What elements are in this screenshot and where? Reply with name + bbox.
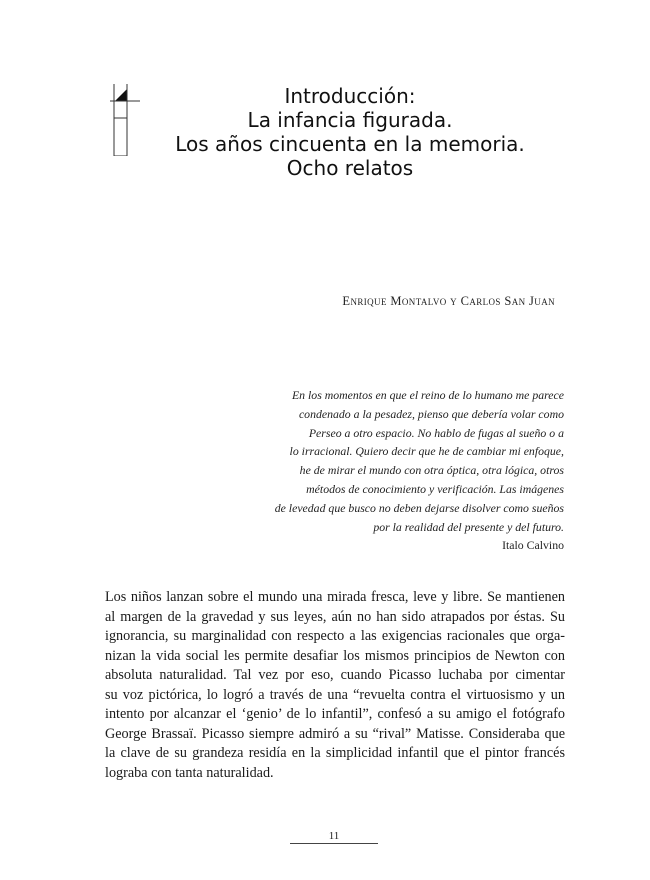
epigraph-attribution: Italo Calvino — [502, 538, 564, 553]
title-line: Los años cincuenta en la memoria. — [175, 132, 525, 156]
paragraph-line: George Brassaï. Picasso siempre admiró a su “rival” Matisse. Consideraba que — [105, 725, 565, 742]
title-line: Ocho relatos — [286, 156, 414, 180]
epigraph-line: condenado a la pesadez, pienso que debería volar como — [298, 406, 564, 421]
page-number: 11 — [290, 830, 378, 844]
epigraph-line: lo irracional. Quiero decir que he de cambiar mi enfoque, — [289, 444, 564, 459]
paragraph-line: su voz pictórica, lo logró a través de una “revuelta contra el virtuosismo y un — [105, 686, 565, 703]
author-byline: Enrique Montalvo y Carlos San Juan — [342, 294, 555, 308]
epigraph — [262, 386, 564, 555]
epigraph-line: he de mirar el mundo con otra óptica, otra lógica, otros — [299, 463, 564, 478]
epigraph-line: de levedad que busco no deben dejarse disolver como sueños — [274, 500, 564, 515]
chapter-ornament-icon — [110, 84, 140, 156]
epigraph-line: En los momentos en que el reino de lo humano me parece — [291, 388, 564, 402]
epigraph-line: Perseo a otro espacio. No hablo de fugas al sueño o a — [308, 425, 564, 440]
title-line: La infancia figurada. — [247, 108, 453, 132]
title-line: Introducción: — [284, 84, 416, 108]
paragraph-line: intento por alcanzar el ‘genio’ de lo infantil”, confesó a su amigo el fotógrafo — [105, 706, 565, 722]
paragraph-line: absoluta naturalidad. Tal vez por eso, cuando Picasso luchaba por cimentar — [105, 667, 565, 683]
epigraph-line: métodos de conocimiento y verificación. Las imágenes — [306, 481, 564, 496]
epigraph-line: por la realidad del presente y del futuro. — [373, 519, 564, 534]
paragraph-line: la clave de su grandeza residía en la simplicidad infantil que el pintor francés — [105, 745, 565, 761]
chapter-title — [160, 84, 540, 180]
paragraph-line: lograba con tanta naturalidad. — [105, 764, 274, 781]
paragraph-line: ignorancia, su marginalidad con respecto a las exigencias racionales que orga- — [105, 628, 565, 644]
paragraph-line: al margen de la gravedad y sus leyes, aún no han sido atrapados por éstas. Su — [105, 608, 565, 625]
paragraph-line: nizan la vida social les permite desafiar los mismos principios de Newton con — [105, 647, 565, 664]
body-paragraph — [105, 588, 565, 783]
paragraph-line: Los niños lanzan sobre el mundo una mirada fresca, leve y libre. Se mantienen — [105, 589, 565, 605]
